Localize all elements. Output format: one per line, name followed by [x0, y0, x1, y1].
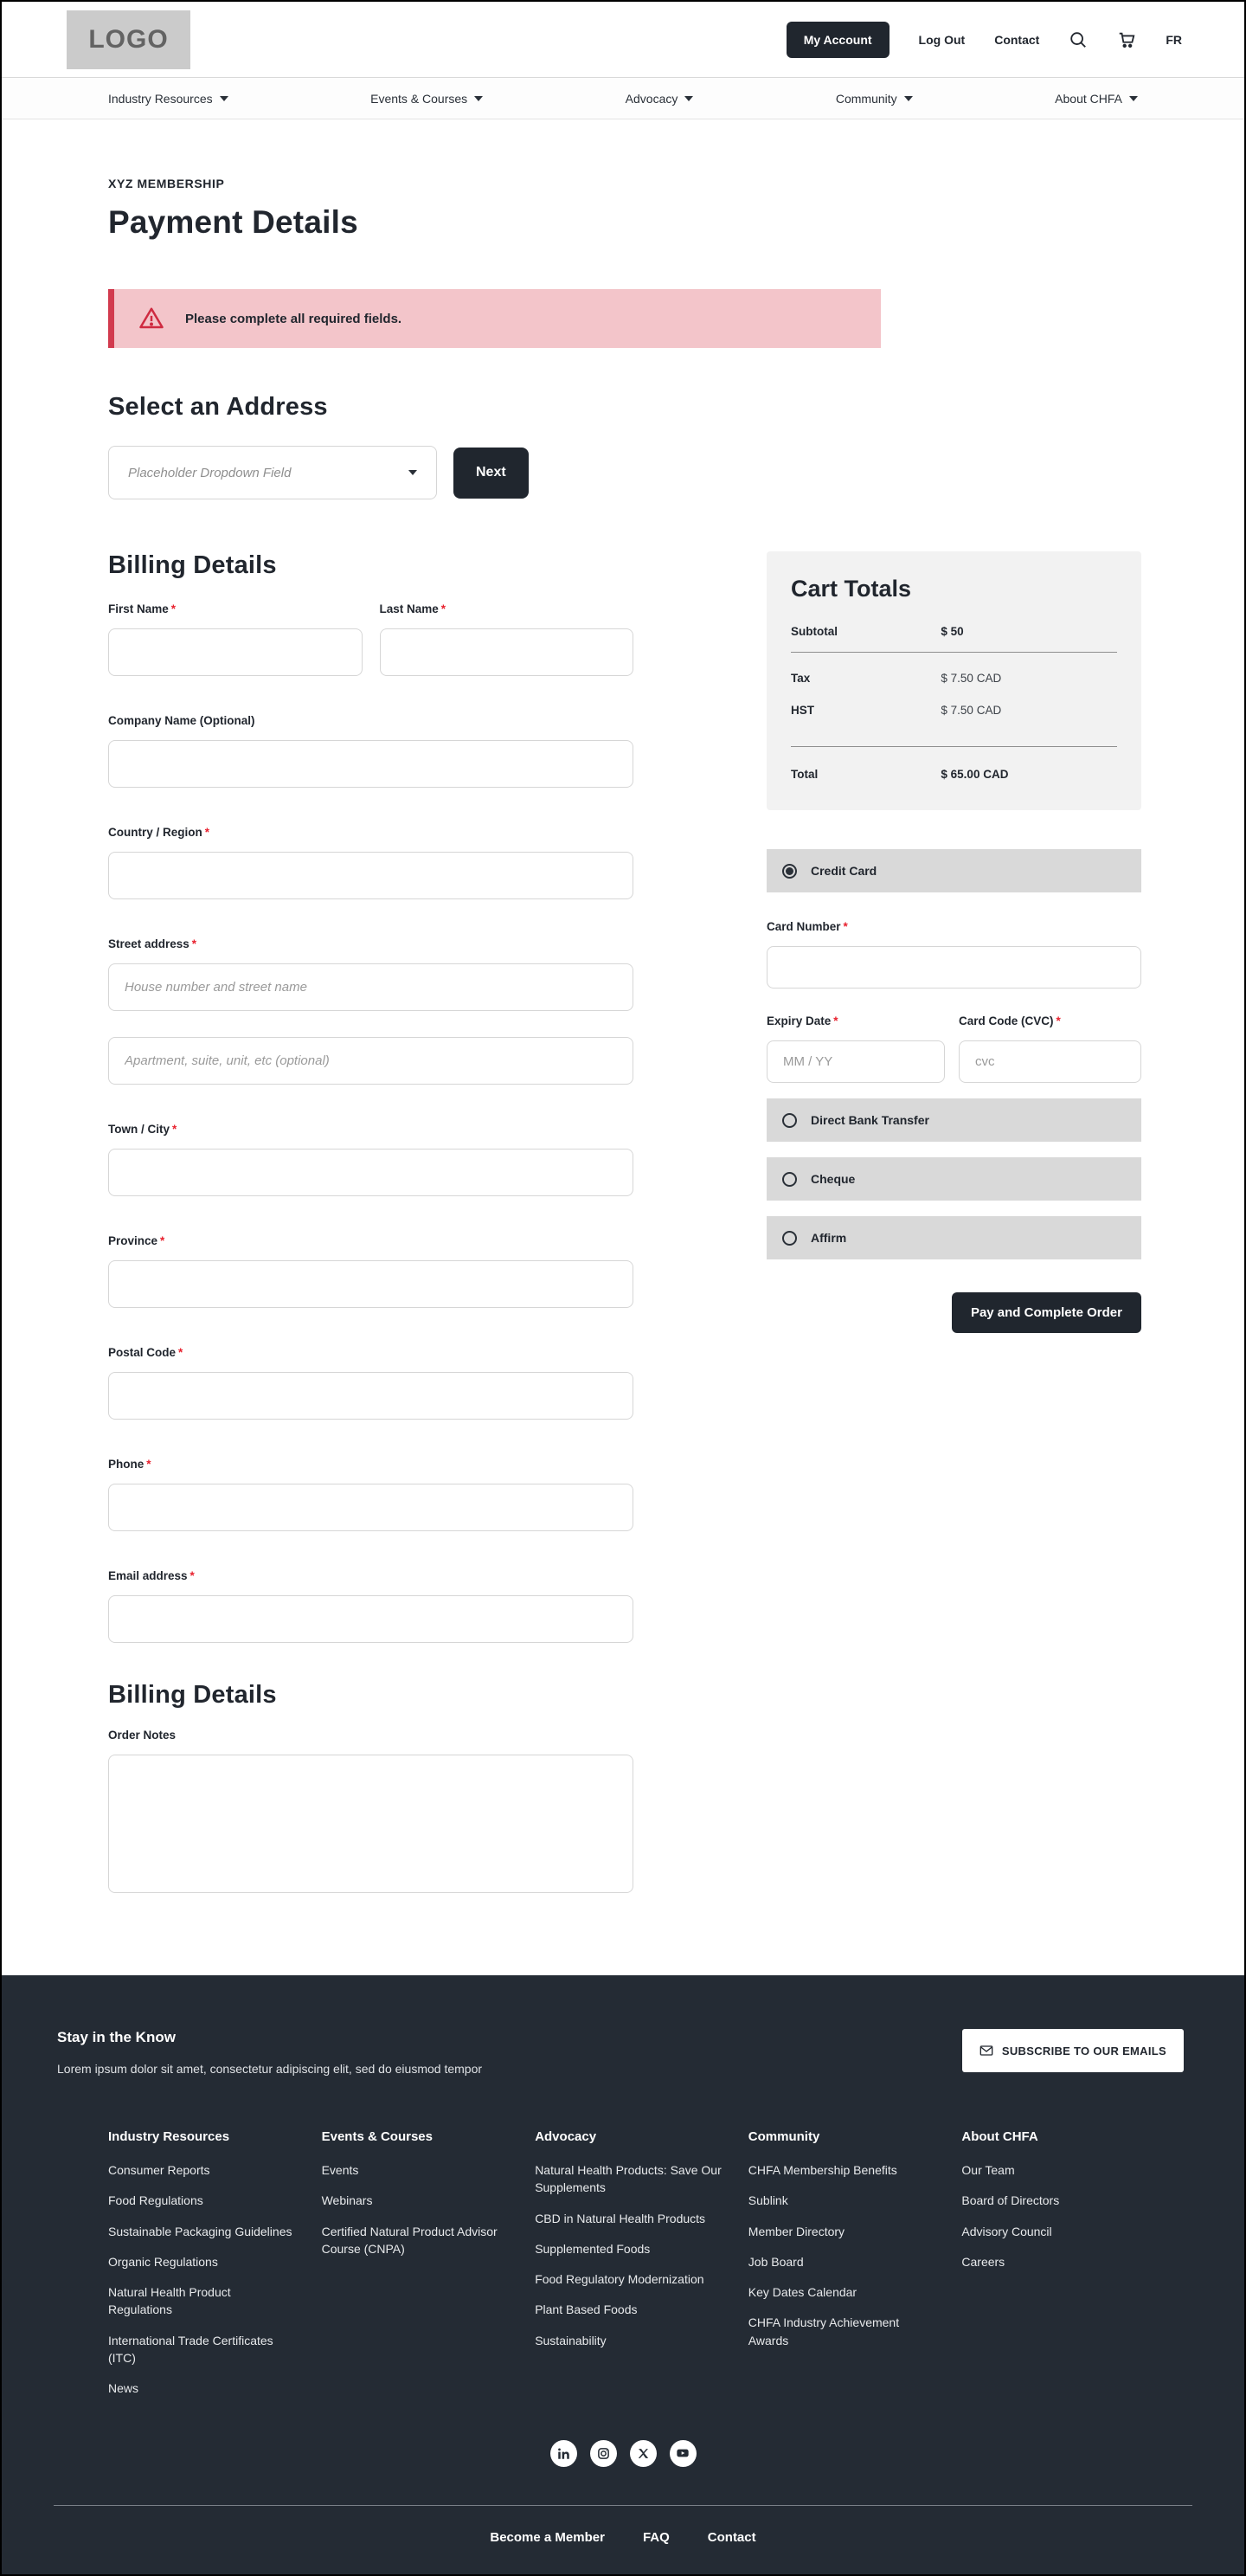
required-asterisk: * [170, 602, 177, 615]
my-account-button[interactable]: My Account [787, 22, 890, 58]
footer-link[interactable]: Sublink [748, 2193, 788, 2208]
card-number-label: Card Number * [767, 920, 848, 933]
postal-code-label: Postal Code * [108, 1346, 183, 1359]
faq-link[interactable]: FAQ [642, 2529, 670, 2545]
cart-icon[interactable] [1117, 30, 1136, 49]
header-actions [787, 22, 1182, 58]
required-asterisk: * [160, 1234, 165, 1247]
card-number-field[interactable] [767, 946, 1141, 989]
radio-icon[interactable] [782, 1172, 797, 1187]
footer-link[interactable]: Food Regulations [108, 2193, 203, 2208]
billing-form [108, 551, 633, 1897]
order-notes-field[interactable] [108, 1755, 633, 1893]
last-name-label: Last Name * [379, 602, 446, 615]
email-label: Email address * [108, 1569, 195, 1582]
postal-code-field[interactable] [108, 1372, 633, 1420]
become-a-member-link[interactable]: Become a Member [490, 2529, 605, 2545]
chevron-down-icon [474, 96, 483, 101]
footer [2, 1975, 1244, 2574]
footer-link[interactable]: International Trade Certificates (ITC) [108, 2333, 273, 2366]
instagram-icon[interactable] [590, 2440, 617, 2467]
total-row [791, 768, 1117, 781]
country-field[interactable] [108, 852, 633, 899]
chevron-down-icon [904, 96, 913, 101]
order-notes-label: Order Notes [108, 1729, 177, 1742]
required-asterisk: * [204, 826, 210, 839]
divider [791, 652, 1117, 653]
footer-link[interactable]: Certified Natural Product Advisor Course (CNPA) [321, 2224, 498, 2256]
footer-link[interactable]: Board of Directors [961, 2193, 1060, 2208]
footer-link[interactable]: Sustainability [535, 2333, 607, 2347]
total-label: Total [791, 768, 819, 781]
address-dropdown[interactable] [108, 446, 437, 499]
phone-group [108, 1458, 633, 1531]
street-address-field[interactable] [108, 963, 633, 1011]
hst-label: HST [791, 704, 814, 717]
footer-link[interactable]: Webinars [321, 2193, 373, 2208]
youtube-icon[interactable] [670, 2440, 697, 2467]
cvc-group [959, 1014, 1141, 1083]
chevron-down-icon [1129, 96, 1138, 101]
first-name-label: First Name * [108, 602, 177, 615]
footer-link[interactable]: Our Team [961, 2163, 1015, 2177]
tax-value: $ 7.50 CAD [941, 672, 1002, 685]
phone-label: Phone * [108, 1458, 151, 1471]
billing-details-heading: Billing Details [108, 551, 277, 579]
footer-link[interactable]: Sustainable Packaging Guidelines [108, 2224, 292, 2238]
footer-col-advocacy: Advocacy Natural Health Products: Save Our Supplements CBD in Natural Health Products Supplemented Foods Food Regulatory Modernization Plant Based Foods Sustainability [535, 2129, 723, 2411]
select-address-section [108, 393, 1138, 499]
footer-col-events-courses: Events & Courses Events Webinars Certified Natural Product Advisor Course (CNPA) [322, 2129, 510, 2411]
hst-value: $ 7.50 CAD [941, 704, 1002, 717]
social-icons [2, 2440, 1244, 2467]
required-asterisk: * [178, 1346, 183, 1359]
province-label: Province * [108, 1234, 165, 1247]
cvc-field[interactable] [959, 1040, 1141, 1083]
logo-text: LOGO [88, 24, 169, 54]
stay-in-the-know [57, 2029, 482, 2076]
subtotal-row [791, 625, 1117, 638]
tax-label: Tax [791, 672, 811, 685]
search-icon[interactable] [1069, 30, 1088, 49]
footer-link[interactable]: CHFA Membership Benefits [748, 2163, 897, 2177]
footer-bottom-links [2, 2506, 1244, 2574]
expiry-group [767, 1014, 945, 1083]
province-group [108, 1234, 633, 1308]
chevron-down-icon [684, 96, 693, 101]
required-asterisk: * [843, 920, 848, 933]
last-name-group [380, 602, 634, 676]
footer-link[interactable]: Food Regulatory Modernization [535, 2272, 704, 2287]
footer-columns [2, 2129, 1244, 2411]
hst-row [791, 704, 1117, 717]
footer-link[interactable]: CHFA Industry Achievement Awards [748, 2315, 900, 2347]
breadcrumb: XYZ MEMBERSHIP [108, 177, 225, 190]
order-summary [767, 551, 1141, 1333]
first-name-field[interactable] [108, 628, 363, 676]
city-field[interactable] [108, 1149, 633, 1196]
email-field[interactable] [108, 1595, 633, 1643]
footer-link[interactable]: Job Board [748, 2254, 804, 2269]
alert-message: Please complete all required fields. [185, 311, 402, 326]
required-asterisk: * [1056, 1014, 1061, 1027]
expiry-label: Expiry Date * [767, 1014, 838, 1027]
footer-link[interactable]: CBD in Natural Health Products [535, 2211, 706, 2225]
pay-and-complete-order-button[interactable]: Pay and Complete Order [952, 1292, 1141, 1333]
footer-link[interactable]: Natural Health Product Regulations [108, 2285, 231, 2317]
required-asterisk: * [440, 602, 446, 615]
total-value: $ 65.00 CAD [941, 768, 1009, 781]
payment-option-cheque[interactable]: Cheque [767, 1157, 1141, 1201]
cart-totals-card [767, 551, 1141, 810]
footer-link[interactable]: Consumer Reports [108, 2163, 210, 2177]
divider [791, 746, 1117, 747]
subtotal-value: $ 50 [941, 625, 964, 638]
company-label: Company Name (Optional) [108, 714, 255, 727]
footer-link[interactable]: Plant Based Foods [535, 2302, 638, 2317]
page-title: Payment Details [108, 204, 358, 240]
company-field[interactable] [108, 740, 633, 788]
footer-link[interactable]: Supplemented Foods [535, 2241, 651, 2256]
header [2, 2, 1244, 78]
country-label: Country / Region * [108, 826, 210, 839]
city-group [108, 1123, 633, 1196]
required-asterisk: * [189, 1569, 195, 1582]
payment-option-credit-card[interactable]: Credit Card [767, 849, 1141, 892]
log-out-link[interactable]: Log Out [918, 32, 966, 47]
street-address2-field[interactable] [108, 1037, 633, 1085]
footer-link[interactable]: Careers [961, 2254, 1005, 2269]
radio-icon[interactable] [782, 1231, 797, 1246]
nav-item-community[interactable]: Community [836, 92, 913, 106]
footer-link[interactable]: News [108, 2381, 139, 2396]
language-toggle[interactable]: FR [1166, 32, 1182, 47]
required-asterisk: * [191, 937, 197, 950]
footer-link[interactable]: Member Directory [748, 2224, 845, 2238]
footer-link[interactable]: Organic Regulations [108, 2254, 218, 2269]
subtotal-label: Subtotal [791, 625, 838, 638]
company-group [108, 714, 633, 788]
province-field[interactable] [108, 1260, 633, 1308]
tax-row [791, 672, 1117, 685]
next-button[interactable]: Next [453, 448, 529, 499]
order-notes-heading: Billing Details [108, 1681, 277, 1709]
street-address-label: Street address * [108, 937, 197, 950]
nav-item-industry-resources[interactable]: Industry Resources [108, 92, 228, 106]
nav-item-about-chfa[interactable]: About CHFA [1055, 92, 1138, 106]
payment-option-direct-bank-transfer[interactable]: Direct Bank Transfer [767, 1098, 1141, 1142]
postal-code-group [108, 1346, 633, 1420]
footer-col-about-chfa: About CHFA Our Team Board of Directors Advisory Council Careers [961, 2129, 1149, 2411]
radio-icon[interactable] [782, 1113, 797, 1128]
address-dropdown-placeholder: Placeholder Dropdown Field [128, 465, 292, 480]
footer-link[interactable]: Key Dates Calendar [748, 2285, 857, 2300]
payment-option-affirm[interactable]: Affirm [767, 1216, 1141, 1259]
contact-link[interactable]: Contact [994, 32, 1040, 47]
email-group [108, 1569, 633, 1643]
logo[interactable] [67, 10, 190, 69]
required-asterisk: * [833, 1014, 838, 1027]
footer-link[interactable]: Events [321, 2163, 359, 2177]
card-number-group [767, 920, 1141, 989]
main-content [2, 119, 1244, 1975]
x-twitter-icon[interactable] [630, 2440, 657, 2467]
country-group [108, 826, 633, 899]
footer-col-community: Community CHFA Membership Benefits Sublink Member Directory Job Board Key Dates Calendar CHFA Industry Achievement Awards [748, 2129, 936, 2411]
select-address-heading: Select an Address [108, 393, 328, 421]
main-nav [2, 78, 1244, 119]
expiry-field[interactable] [767, 1040, 945, 1083]
street-address-group [108, 937, 633, 1085]
required-asterisk: * [172, 1123, 177, 1136]
footer-link[interactable]: Advisory Council [961, 2224, 1052, 2238]
warning-icon [138, 306, 164, 332]
envelope-icon [979, 2044, 993, 2058]
first-name-group [108, 602, 363, 676]
last-name-field[interactable] [380, 628, 634, 676]
nav-item-advocacy[interactable]: Advocacy [626, 92, 694, 106]
footer-col-industry-resources: Industry Resources Consumer Reports Food Regulations Sustainable Packaging Guidelines Organic Regulations Natural Health Product Regulations International Trade Certificates (ITC) News [108, 2129, 296, 2411]
stay-heading: Stay in the Know [57, 2029, 176, 2045]
chevron-down-icon [408, 470, 417, 475]
city-label: Town / City * [108, 1123, 177, 1136]
radio-checked-icon[interactable] [782, 864, 797, 879]
chevron-down-icon [220, 96, 228, 101]
subscribe-button[interactable]: SUBSCRIBE TO OUR EMAILS [962, 2029, 1184, 2072]
required-asterisk: * [146, 1458, 151, 1471]
phone-field[interactable] [108, 1484, 633, 1531]
cvc-label: Card Code (CVC) * [959, 1014, 1061, 1027]
nav-item-events-courses[interactable]: Events & Courses [370, 92, 483, 106]
stay-text: Lorem ipsum dolor sit amet, consectetur adipiscing elit, sed do eiusmod tempor [57, 2062, 483, 2076]
footer-link[interactable]: Natural Health Products: Save Our Supplements [535, 2163, 722, 2195]
linkedin-icon[interactable] [550, 2440, 577, 2467]
cart-totals-heading: Cart Totals [791, 576, 912, 602]
error-alert [108, 289, 881, 348]
contact-footer-link[interactable]: Contact [707, 2529, 756, 2545]
